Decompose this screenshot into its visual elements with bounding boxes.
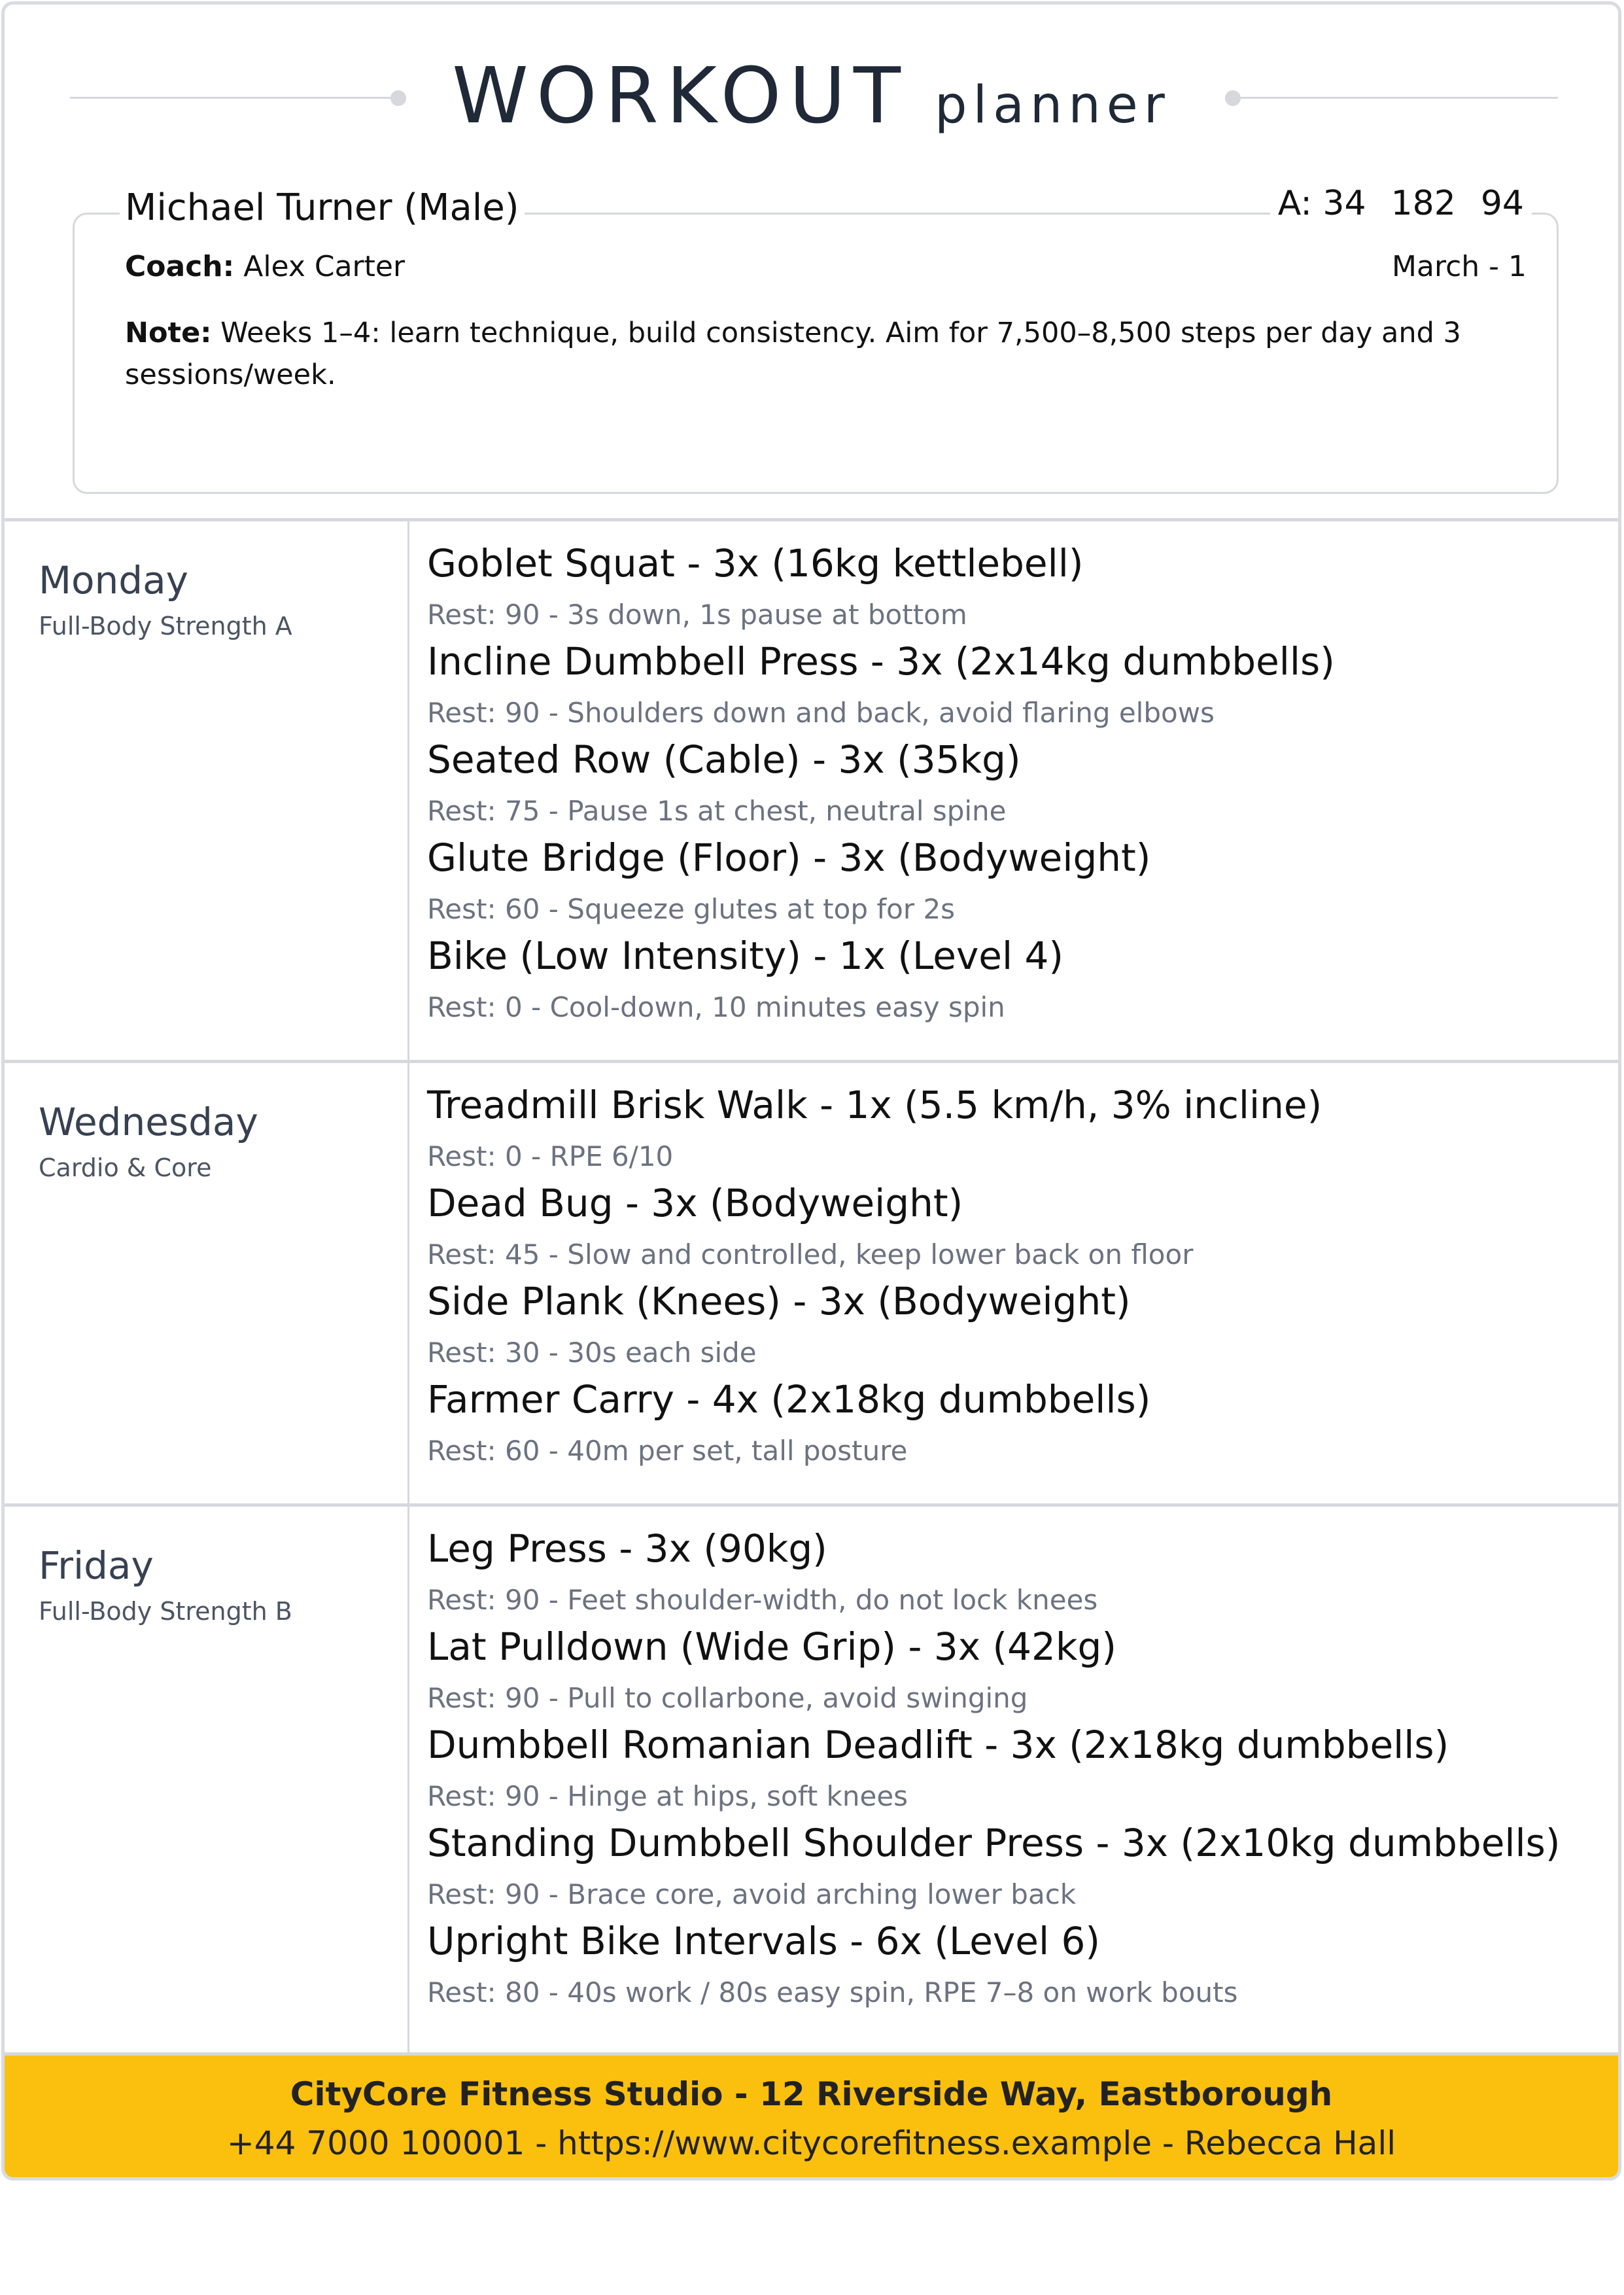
client-weight: 94 <box>1480 184 1524 223</box>
exercise-list <box>427 1526 1605 2017</box>
exercise-item <box>427 1526 1605 1624</box>
exercise-rest: Rest: 90 - Pull to collarbone, avoid swinging <box>427 1682 1028 1714</box>
exercise-name: Seated Row (Cable) - 3x (35kg) <box>427 737 1021 782</box>
page-title <box>5 50 1618 141</box>
exercise-rest: Rest: 60 - Squeeze glutes at top for 2s <box>427 893 956 925</box>
exercise-name: Farmer Carry - 4x (2x18kg dumbbells) <box>427 1377 1151 1422</box>
exercise-item <box>427 1279 1605 1377</box>
day-block-wednesday <box>5 1060 1618 1505</box>
exercise-name: Glute Bridge (Floor) - 3x (Bodyweight) <box>427 835 1151 880</box>
exercise-item <box>427 1821 1605 1919</box>
exercise-item <box>427 1919 1605 2017</box>
exercise-name: Incline Dumbbell Press - 3x (2x14kg dumbbells) <box>427 639 1335 684</box>
day-block-monday <box>5 518 1618 1061</box>
studio-contact: +44 7000 100001 - https://www.citycorefitness.example - Rebecca Hall <box>226 2124 1396 2162</box>
exercise-rest: Rest: 75 - Pause 1s at chest, neutral spine <box>427 795 1007 827</box>
client-height: 182 <box>1391 184 1456 223</box>
title-sub: planner <box>934 76 1171 135</box>
exercise-rest: Rest: 0 - RPE 6/10 <box>427 1140 674 1172</box>
note-label: Note: <box>125 317 212 349</box>
exercise-name: Upright Bike Intervals - 6x (Level 6) <box>427 1919 1101 1963</box>
exercise-item <box>427 1377 1605 1475</box>
exercise-item <box>427 934 1605 1032</box>
day-column <box>5 521 409 1061</box>
exercise-name: Leg Press - 3x (90kg) <box>427 1526 827 1571</box>
exercise-rest: Rest: 90 - Shoulders down and back, avoid flaring elbows <box>427 697 1215 729</box>
plan-date: March - 1 <box>1392 250 1527 283</box>
coach-line <box>125 250 405 283</box>
exercise-list <box>427 1083 1605 1475</box>
day-column <box>5 1507 409 2053</box>
exercise-item <box>427 639 1605 737</box>
day-name: Monday <box>39 558 188 603</box>
day-column <box>5 1063 409 1505</box>
day-name: Friday <box>39 1543 154 1588</box>
exercise-item <box>427 1723 1605 1821</box>
day-focus: Cardio & Core <box>39 1153 212 1182</box>
exercise-rest: Rest: 90 - Brace core, avoid arching lower back <box>427 1878 1077 1910</box>
title-header <box>5 5 1618 194</box>
exercise-rest: Rest: 45 - Slow and controlled, keep lower back on floor <box>427 1238 1194 1270</box>
exercise-rest: Rest: 90 - 3s down, 1s pause at bottom <box>427 599 967 631</box>
exercise-name: Standing Dumbbell Shoulder Press - 3x (2x10kg dumbbells) <box>427 1821 1561 1865</box>
workout-planner-sheet <box>1 1 1621 2181</box>
title-main: WORKOUT <box>452 50 908 141</box>
client-name: Michael Turner (Male) <box>120 186 525 229</box>
exercise-item <box>427 1181 1605 1279</box>
exercise-rest: Rest: 30 - 30s each side <box>427 1337 757 1369</box>
exercise-name: Goblet Squat - 3x (16kg kettlebell) <box>427 541 1084 586</box>
exercise-name: Treadmill Brisk Walk - 1x (5.5 km/h, 3% incline) <box>427 1083 1322 1127</box>
exercise-rest: Rest: 0 - Cool-down, 10 minutes easy spin <box>427 991 1005 1023</box>
coach-name: Alex Carter <box>243 250 406 283</box>
studio-name-address: CityCore Fitness Studio - 12 Riverside Way, Eastborough <box>290 2075 1333 2113</box>
client-stats <box>1270 184 1532 223</box>
exercise-item <box>427 1624 1605 1723</box>
coach-label: Coach: <box>125 250 235 283</box>
day-focus: Full-Body Strength A <box>39 612 292 640</box>
exercise-name: Bike (Low Intensity) - 1x (Level 4) <box>427 934 1064 978</box>
day-name: Wednesday <box>39 1100 258 1144</box>
exercise-item <box>427 737 1605 835</box>
exercise-name: Side Plank (Knees) - 3x (Bodyweight) <box>427 1279 1131 1323</box>
exercise-item <box>427 1083 1605 1181</box>
exercise-rest: Rest: 60 - 40m per set, tall posture <box>427 1435 908 1467</box>
exercise-name: Dumbbell Romanian Deadlift - 3x (2x18kg dumbbells) <box>427 1723 1449 1767</box>
client-note <box>125 312 1512 396</box>
day-focus: Full-Body Strength B <box>39 1597 292 1626</box>
exercise-rest: Rest: 80 - 40s work / 80s easy spin, RPE 7–8 on work bouts <box>427 1976 1238 2008</box>
day-block-friday <box>5 1503 1618 2053</box>
note-text: Weeks 1–4: learn technique, build consistency. Aim for 7,500–8,500 steps per day and 3 sessions/week. <box>125 317 1461 391</box>
exercise-name: Lat Pulldown (Wide Grip) - 3x (42kg) <box>427 1624 1116 1669</box>
exercise-list <box>427 541 1605 1032</box>
exercise-item <box>427 541 1605 639</box>
exercise-rest: Rest: 90 - Feet shoulder-width, do not lock knees <box>427 1584 1098 1616</box>
exercise-rest: Rest: 90 - Hinge at hips, soft knees <box>427 1780 908 1812</box>
exercise-name: Dead Bug - 3x (Bodyweight) <box>427 1181 963 1225</box>
studio-footer <box>5 2052 1618 2181</box>
exercise-item <box>427 835 1605 934</box>
client-age: A: 34 <box>1277 184 1366 223</box>
